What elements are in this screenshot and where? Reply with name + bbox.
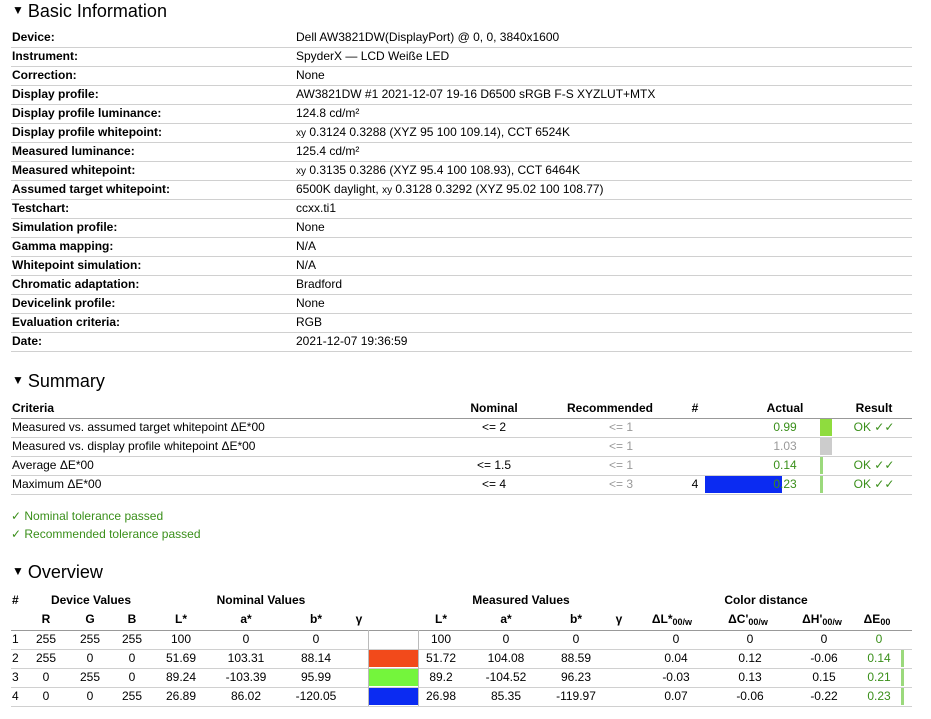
- overview-row: [11, 649, 912, 669]
- col-g: G: [85, 612, 95, 626]
- group-nominal-values: Nominal Values: [216, 593, 306, 607]
- basic-info-value-text: Bradford: [296, 277, 343, 291]
- summary-row: [11, 456, 912, 476]
- basic-info-value: [296, 180, 604, 199]
- nominal-l: 51.69: [165, 651, 197, 665]
- xy-prefix: xy: [296, 128, 306, 139]
- basic-info-value-text: RGB: [296, 315, 323, 329]
- color-swatch: [369, 650, 419, 667]
- basic-info-value-text: 124.8 cd/m²: [296, 106, 360, 120]
- delta-e: 0: [875, 632, 883, 646]
- basic-info-label: Display profile luminance:: [12, 106, 162, 120]
- col-b: B: [127, 612, 137, 626]
- device-b: 0: [128, 651, 136, 665]
- basic-info-value: [296, 237, 316, 256]
- delta-bar: [901, 669, 904, 686]
- basic-info-row: [11, 66, 912, 86]
- measured-l: 51.72: [425, 651, 457, 665]
- summary-actual: 0.23: [773, 477, 797, 491]
- col-delta-h: [787, 610, 857, 629]
- basic-info-value-text: AW3821DW #1 2021-12-07 19-16 D6500 sRGB F-S XYZLUT+MTX: [296, 87, 656, 101]
- basic-info-row: [11, 85, 912, 105]
- basic-info-value-text: None: [296, 296, 325, 310]
- col-criteria: Criteria: [12, 401, 55, 415]
- basic-info-label: Devicelink profile:: [12, 296, 116, 310]
- delta-bar: [820, 438, 832, 455]
- col-num: #: [12, 593, 19, 607]
- delta-c: 0: [746, 632, 754, 646]
- color-swatch: [369, 631, 419, 648]
- row-number: 1: [12, 632, 19, 646]
- basic-info-row: [11, 237, 912, 257]
- basic-info-row: [11, 28, 912, 48]
- basic-info-value-pretext: 6500K daylight,: [296, 182, 383, 196]
- basic-info-label: Device:: [12, 30, 55, 44]
- measured-a: -104.52: [485, 670, 527, 684]
- basic-info-label: Evaluation criteria:: [12, 315, 121, 329]
- summary-criteria: Average ΔE*00: [12, 458, 94, 472]
- delta-e: 0.14: [867, 651, 891, 665]
- summary-count: 4: [691, 477, 699, 491]
- nominal-a: 103.31: [227, 651, 265, 665]
- basic-info-row: [11, 294, 912, 314]
- overview-header[interactable]: [12, 561, 103, 583]
- summary-actual: 0.14: [773, 458, 797, 472]
- summary-count: [687, 456, 703, 475]
- measured-l: 100: [430, 632, 452, 646]
- summary-nominal: <= 4: [481, 477, 507, 491]
- basic-info-value: [296, 28, 559, 47]
- delta-c: -0.06: [736, 689, 764, 703]
- device-g: 255: [79, 632, 101, 646]
- delta-c: 0.13: [738, 670, 762, 684]
- delta-l: 0: [672, 632, 680, 646]
- device-r: 255: [35, 632, 57, 646]
- basic-info-label: Simulation profile:: [12, 220, 118, 234]
- delta-l: -0.03: [662, 670, 690, 684]
- summary-header[interactable]: [12, 370, 105, 392]
- group-measured-values: Measured Values: [472, 593, 570, 607]
- delta-l: 0.04: [664, 651, 688, 665]
- nominal-a: 0: [242, 632, 250, 646]
- nominal-l: 100: [170, 632, 192, 646]
- xy-prefix: xy: [382, 185, 393, 196]
- summary-recommended: <= 1: [608, 458, 634, 472]
- summary-nominal: [451, 437, 537, 456]
- group-device-values: Device Values: [50, 593, 132, 607]
- basic-info-row: [11, 275, 912, 295]
- color-swatch: [369, 669, 419, 686]
- measured-b: 96.23: [560, 670, 592, 684]
- device-b: 255: [121, 632, 143, 646]
- basic-info-value-text: 0.3135 0.3286 (XYZ 95.4 100 108.93), CCT 6464K: [306, 163, 580, 177]
- col-delta-l-text: ΔL*: [651, 612, 673, 626]
- basic-info-label: Date:: [12, 334, 43, 348]
- basic-info-row: [11, 199, 912, 219]
- summary-result: [841, 437, 907, 456]
- col-delta-l: [637, 610, 707, 629]
- basic-info-row: [11, 161, 912, 181]
- summary-criteria: Maximum ΔE*00: [12, 477, 102, 491]
- col-nominal-l: L*: [175, 612, 187, 626]
- col-actual: Actual: [766, 401, 804, 415]
- col-nominal-a: a*: [240, 612, 252, 626]
- basic-info-row: [11, 142, 912, 162]
- summary-criteria: Measured vs. assumed target whitepoint ΔE*00: [12, 420, 265, 434]
- basic-info-value: [296, 66, 325, 85]
- measured-b: 88.59: [560, 651, 592, 665]
- basic-info-label: Testchart:: [12, 201, 70, 215]
- basic-info-row: [11, 256, 912, 276]
- basic-info-value-text: 125.4 cd/m²: [296, 144, 360, 158]
- swatch-column-left-border: [368, 630, 369, 706]
- basic-info-row: [11, 218, 912, 238]
- delta-bar: [820, 457, 823, 474]
- overview-title: Overview: [27, 562, 103, 582]
- summary-nominal: <= 1.5: [476, 458, 512, 472]
- device-g: 0: [86, 651, 94, 665]
- nominal-b: 88.14: [300, 651, 332, 665]
- delta-l: 0.07: [664, 689, 688, 703]
- device-r: 0: [42, 689, 50, 703]
- row-number: 3: [12, 670, 19, 684]
- basic-info-value-text: 2021-12-07 19:36:59: [296, 334, 408, 348]
- row-number: 4: [12, 689, 19, 703]
- basic-info-row: [11, 332, 912, 352]
- basic-info-value: [296, 104, 359, 123]
- delta-c: 0.12: [738, 651, 762, 665]
- summary-criteria: Measured vs. display profile whitepoint ΔE*00: [12, 439, 256, 453]
- summary-row: [11, 475, 912, 495]
- basic-info-value: [296, 218, 325, 237]
- col-r: R: [41, 612, 51, 626]
- col-measured-a: a*: [500, 612, 512, 626]
- col-recommended: Recommended: [566, 401, 654, 415]
- basic-info-row: [11, 180, 912, 200]
- basic-info-row: [11, 104, 912, 124]
- col-measured-b: b*: [570, 612, 582, 626]
- basic-info-value: [296, 313, 322, 332]
- basic-info-label: Gamma mapping:: [12, 239, 114, 253]
- delta-h: 0.15: [812, 670, 836, 684]
- overview-row: [11, 630, 912, 650]
- col-delta-e-text: ΔE: [863, 612, 881, 626]
- overview-col-header-row: [11, 610, 912, 631]
- delta-bar: [820, 476, 823, 493]
- basic-info-header[interactable]: [12, 0, 167, 22]
- basic-info-label: Correction:: [12, 68, 77, 82]
- col-delta-h-text: ΔH': [802, 612, 823, 626]
- basic-info-value-text: N/A: [296, 258, 317, 272]
- col-delta-c-sub: 00/w: [748, 617, 768, 627]
- basic-info-label: Chromatic adaptation:: [12, 277, 140, 291]
- basic-info-label: Whitepoint simulation:: [12, 258, 142, 272]
- basic-info-value-text: None: [296, 68, 325, 82]
- collapse-triangle-icon[interactable]: ▼: [12, 373, 24, 387]
- xy-prefix: xy: [296, 166, 306, 177]
- basic-info-value: [296, 142, 359, 161]
- swatch-column-right-border: [418, 630, 419, 706]
- col-delta-e-sub: 00: [880, 617, 891, 627]
- overview-group-header-row: [11, 591, 912, 608]
- summary-title: Summary: [27, 371, 105, 391]
- basic-info-value: [296, 256, 316, 275]
- nominal-b: 0: [312, 632, 320, 646]
- summary-count: [687, 418, 703, 437]
- summary-count: [687, 437, 703, 456]
- device-b: 0: [128, 670, 136, 684]
- summary-actual: 1.03: [773, 439, 797, 453]
- device-r: 255: [35, 651, 57, 665]
- col-gamma-measured: γ: [615, 612, 623, 626]
- basic-info-label: Measured luminance:: [12, 144, 135, 158]
- summary-result: OK ✓✓: [853, 477, 895, 491]
- measured-a: 0: [502, 632, 510, 646]
- delta-h: 0: [820, 632, 828, 646]
- basic-info-row: [11, 123, 912, 143]
- basic-info-value-text: Dell AW3821DW(DisplayPort) @ 0, 0, 3840x1600: [296, 30, 560, 44]
- group-color-distance: Color distance: [724, 593, 808, 607]
- summary-recommended: <= 1: [608, 439, 634, 453]
- summary-actual: 0.99: [773, 420, 797, 434]
- device-g: 0: [86, 689, 94, 703]
- recommended-passed-text: ✓ Recommended tolerance passed: [11, 527, 201, 541]
- basic-info-value: [296, 85, 655, 104]
- basic-info-value-text: ccxx.ti1: [296, 201, 337, 215]
- basic-info-label: Measured whitepoint:: [12, 163, 136, 177]
- summary-recommended: <= 3: [608, 477, 634, 491]
- col-measured-l: L*: [435, 612, 447, 626]
- summary-row: [11, 437, 912, 457]
- measured-a: 104.08: [487, 651, 525, 665]
- nominal-b: -120.05: [295, 689, 337, 703]
- device-r: 0: [42, 670, 50, 684]
- col-nominal-b: b*: [310, 612, 322, 626]
- overview-row: [11, 668, 912, 688]
- nominal-l: 89.24: [165, 670, 197, 684]
- basic-info-value-text: SpyderX — LCD Weiße LED: [296, 49, 450, 63]
- collapse-triangle-icon[interactable]: ▼: [12, 564, 24, 578]
- col-delta-l-sub: 00/w: [672, 617, 693, 627]
- basic-info-row: [11, 313, 912, 333]
- row-number: 2: [12, 651, 19, 665]
- device-g: 255: [79, 670, 101, 684]
- delta-bar: [901, 650, 904, 667]
- delta-e: 0.21: [867, 670, 891, 684]
- basic-info-value: [296, 199, 336, 218]
- measured-b: -119.97: [556, 689, 596, 703]
- basic-info-value: [296, 275, 342, 294]
- col-count: #: [691, 401, 699, 415]
- collapse-triangle-icon[interactable]: ▼: [12, 3, 24, 17]
- basic-info-value: [296, 294, 325, 313]
- basic-info-label: Display profile:: [12, 87, 99, 101]
- color-swatch: [369, 688, 419, 705]
- basic-info-value: [296, 161, 580, 180]
- col-gamma-nominal: γ: [355, 612, 363, 626]
- basic-info-row: [11, 47, 912, 67]
- basic-info-title: Basic Information: [27, 1, 167, 21]
- nominal-a: 86.02: [230, 689, 262, 703]
- delta-bar: [820, 419, 832, 436]
- nominal-l: 26.89: [165, 689, 197, 703]
- basic-info-label: Assumed target whitepoint:: [12, 182, 171, 196]
- measured-b: 0: [572, 632, 580, 646]
- col-delta-h-sub: 00/w: [822, 617, 842, 627]
- nominal-b: 95.99: [300, 670, 332, 684]
- overview-row: [11, 687, 912, 707]
- device-b: 255: [121, 689, 143, 703]
- summary-row: [11, 418, 912, 438]
- delta-h: -0.22: [810, 689, 838, 703]
- basic-info-value-text: N/A: [296, 239, 317, 253]
- col-delta-c-text: ΔC': [728, 612, 749, 626]
- delta-e: 0.23: [867, 689, 891, 703]
- col-delta-c: [713, 610, 783, 629]
- col-result: Result: [855, 401, 893, 415]
- summary-result: OK ✓✓: [853, 420, 895, 434]
- basic-info-value: [296, 332, 407, 351]
- basic-info-value: [296, 47, 449, 66]
- basic-info-value-text: 0.3124 0.3288 (XYZ 95 100 109.14), CCT 6524K: [306, 125, 570, 139]
- basic-info-label: Display profile whitepoint:: [12, 125, 163, 139]
- col-nominal: Nominal: [470, 401, 518, 415]
- summary-header-row: [11, 399, 912, 419]
- basic-info-label: Instrument:: [12, 49, 78, 63]
- nominal-a: -103.39: [225, 670, 267, 684]
- measured-a: 85.35: [490, 689, 522, 703]
- col-delta-e: [857, 610, 897, 629]
- basic-info-value-text: None: [296, 220, 325, 234]
- basic-info-value-text: 0.3128 0.3292 (XYZ 95.02 100 108.77): [392, 182, 604, 196]
- delta-h: -0.06: [810, 651, 838, 665]
- basic-info-value: [296, 123, 570, 142]
- nominal-passed-text: ✓ Nominal tolerance passed: [11, 509, 164, 523]
- summary-nominal: <= 2: [481, 420, 507, 434]
- delta-bar: [901, 688, 904, 705]
- summary-recommended: <= 1: [608, 420, 634, 434]
- measured-l: 89.2: [429, 670, 453, 684]
- summary-result: OK ✓✓: [853, 458, 895, 472]
- measured-l: 26.98: [425, 689, 457, 703]
